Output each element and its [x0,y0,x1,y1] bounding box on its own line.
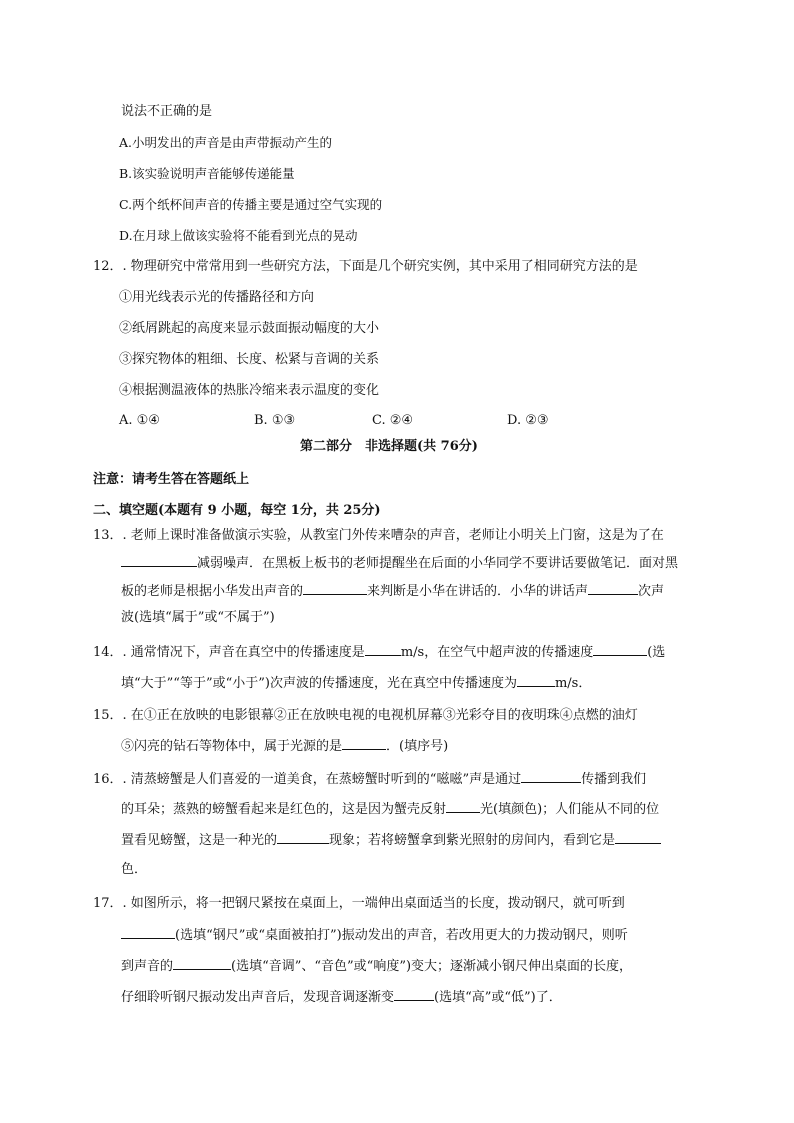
q11-stem-end: 说法不正确的是 [121,104,213,119]
part2-note: 注意：请考生答在答题纸上 [93,472,250,487]
q13-line-4: 波(选填“属于”或“不属于”) [121,610,275,625]
q17-line-1: 17．. 如图所示，将一把钢尺紧按在桌面上，一端伸出桌面适当的长度，拨动钢尺，就可听到 [93,896,625,911]
answer-blank[interactable] [615,831,661,844]
answer-blank[interactable] [446,800,480,813]
answer-blank[interactable] [173,957,231,970]
section-fill-blank-heading: 二、填空题(本题有 9 小题，每空 1分，共 25分) [93,503,381,518]
q17-line-2: (选填“钢尺”或“桌面被拍打”)振动发出的声音，若改用更大的力拨动钢尺，则听 [121,926,628,945]
q12-item-4: ④根据测温液体的热胀冷缩来表示温度的变化 [119,383,380,398]
q12-choice-d: D. ②③ [507,413,549,428]
answer-blank[interactable] [365,643,401,656]
q11-option-d: D.在月球上做该实验将不能看到光点的晃动 [119,228,358,243]
part2-title: 第二部分 非选择题(共 76分) [300,439,478,454]
q16-line-3: 置看见螃蟹，这是一种光的 现象；若将螃蟹拿到紫光照射的房间内，看到它是 [121,831,661,850]
q12-stem: 12．. 物理研究中常常用到一些研究方法，下面是几个研究实例，其中采用了相同研究方法的是 [93,259,638,274]
answer-blank[interactable] [277,831,329,844]
answer-blank[interactable] [517,674,555,687]
q13-line-3: 板的老师是根据小华发出声音的 来判断是小华在讲话的．小华的讲话声 次声 [121,584,665,599]
q17-line-4: 仔细聆听钢尺振动发出声音后，发现音调逐渐变 (选填“高”或“低”)了． [121,990,562,1005]
q12-item-3: ③探究物体的粗细、长度、松紧与音调的关系 [119,352,380,367]
answer-blank[interactable] [593,643,647,656]
q16-line-1: 16．. 清蒸螃蟹是人们喜爱的一道美食，在蒸螃蟹时听到的“嗞嗞”声是通过 传播到我们 [93,772,647,787]
q14-line-2: 填“大于”“等于”或“小于”)次声波的传播速度，光在真空中传播速度为 m/s． [121,676,592,691]
q11-option-b: B.该实验说明声音能够传递能量 [119,166,295,181]
q15-line-2: ⑤闪亮的钻石等物体中，属于光源的是 ．(填序号) [121,739,449,754]
answer-blank[interactable] [121,554,197,567]
q12-choice-a: A. ①④ [119,413,160,428]
q14-line-1: 14．. 通常情况下，声音在真空中的传播速度是 m/s，在空气中超声波的传播速度 (选 [93,645,666,660]
q12-item-2: ②纸屑跳起的高度来显示鼓面振动幅度的大小 [119,321,380,336]
q12-choice-b: B. ①③ [254,413,296,428]
q12-item-1: ①用光线表示光的传播路径和方向 [119,290,315,305]
q13-line-1: 13．. 老师上课时准备做演示实验，从教室门外传来嘈杂的声音，老师让小明关上门窗，这是为了在 [93,528,664,543]
answer-blank[interactable] [394,988,434,1001]
q11-option-c: C.两个纸杯间声音的传播主要是通过空气实现的 [119,197,383,212]
q17-line-3: 到声音的 (选填“音调”、“音色”或“响度”)变大；逐渐减小钢尺伸出桌面的长度， [121,959,633,974]
q12-choice-c: C. ②④ [372,413,414,428]
answer-blank[interactable] [121,926,175,939]
answer-blank[interactable] [342,737,386,750]
answer-blank[interactable] [588,582,638,595]
answer-blank[interactable] [303,582,367,595]
q16-line-4: 色． [121,862,148,877]
q13-line-2: 减弱噪声．在黑板上板书的老师提醒坐在后面的小华同学不要讲话要做笔记．面对黑 [121,554,678,573]
q16-line-2: 的耳朵；蒸熟的螃蟹看起来是红色的，这是因为蟹壳反射 光(填颜色)；人们能从不同的位 [121,802,660,817]
q15-line-1: 15．. 在①正在放映的电影银幕②正在放映电视的电视机屏幕③光彩夺目的夜明珠④点燃的油灯 [93,708,638,723]
answer-blank[interactable] [521,770,581,783]
q11-option-a: A.小明发出的声音是由声带振动产生的 [119,135,333,150]
